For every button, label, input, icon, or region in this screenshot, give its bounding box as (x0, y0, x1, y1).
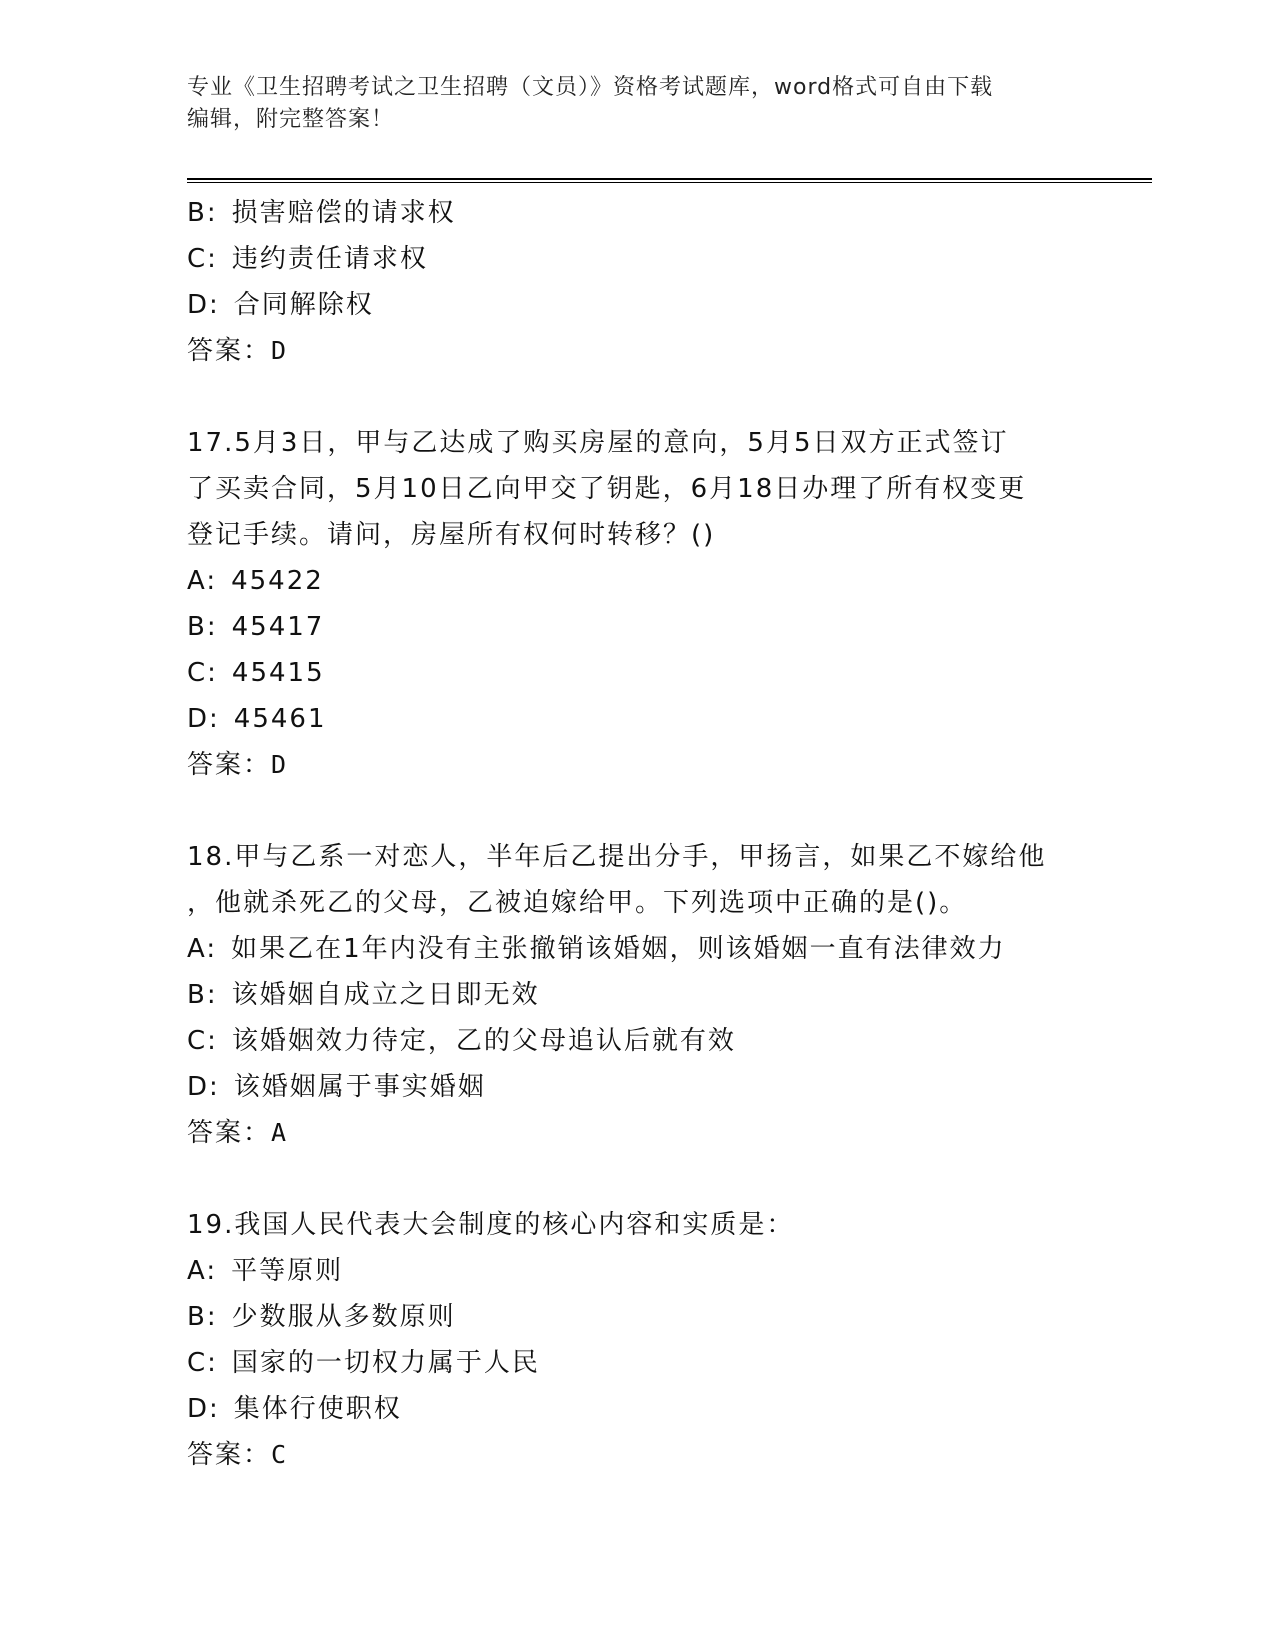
option-d (187, 696, 1147, 742)
option-a (187, 926, 1147, 972)
option-c (187, 650, 1147, 696)
question-16-tail (187, 190, 1147, 374)
question-19 (187, 1202, 1147, 1478)
stem-line: 19.我国人民代表大会制度的核心内容和实质是： (187, 1210, 795, 1240)
option-text: 45422 (231, 566, 324, 596)
question-stem (187, 1202, 1147, 1248)
option-d (187, 1386, 1147, 1432)
option-letter: A: (187, 934, 218, 964)
option-letter: A: (187, 566, 218, 596)
option-letter: D: (187, 1072, 220, 1102)
header-line-1: 专业《卫生招聘考试之卫生招聘（文员）》资格考试题库，word格式可自由下载 (187, 75, 994, 100)
option-text: 45461 (233, 704, 327, 734)
header-line-2: 编辑，附完整答案！ (187, 107, 395, 132)
option-text: 违约责任请求权 (231, 244, 428, 274)
option-text: 平等原则 (231, 1256, 344, 1286)
option-a (187, 1248, 1147, 1294)
document-header (187, 72, 1087, 136)
answer-label: 答案： (187, 336, 272, 366)
header-rule-thick (187, 178, 1152, 180)
option-b (187, 190, 1147, 236)
answer (187, 328, 1147, 374)
option-letter: C: (187, 1026, 218, 1056)
question-17 (187, 420, 1147, 788)
answer-label: 答案： (187, 1440, 272, 1470)
option-letter: B: (187, 1302, 218, 1332)
option-letter: D: (187, 1394, 220, 1424)
option-text: 45415 (231, 658, 325, 688)
answer-label: 答案： (187, 1118, 272, 1148)
stem-line: 17.5月3日，甲与乙达成了购买房屋的意向，5月5日双方正式签订 (187, 428, 1009, 458)
answer-value: D (271, 336, 289, 365)
option-text: 集体行使职权 (233, 1394, 402, 1424)
stem-line: 了买卖合同，5月10日乙向甲交了钥匙，6月18日办理了所有权变更 (187, 474, 1027, 504)
stem-line: ，他就杀死乙的父母，乙被迫嫁给甲。下列选项中正确的是()。 (187, 888, 968, 918)
option-text: 如果乙在1年内没有主张撤销该婚姻，则该婚姻一直有法律效力 (231, 934, 1006, 964)
option-text: 该婚姻属于事实婚姻 (233, 1072, 486, 1102)
spacer (187, 788, 1147, 834)
question-stem (187, 420, 1147, 558)
option-letter: C: (187, 244, 218, 274)
option-text: 国家的一切权力属于人民 (231, 1348, 540, 1378)
option-letter: C: (187, 1348, 218, 1378)
option-c (187, 1018, 1147, 1064)
stem-line: 登记手续。请问，房屋所有权何时转移？() (187, 520, 716, 550)
option-b (187, 972, 1147, 1018)
option-letter: A: (187, 1256, 218, 1286)
answer (187, 1110, 1147, 1156)
option-text: 损害赔偿的请求权 (231, 198, 456, 228)
answer (187, 1432, 1147, 1478)
option-text: 该婚姻自成立之日即无效 (231, 980, 540, 1010)
option-letter: B: (187, 198, 218, 228)
header-rule-thin (187, 182, 1152, 183)
stem-line: 18.甲与乙系一对恋人，半年后乙提出分手，甲扬言，如果乙不嫁给他 (187, 842, 1047, 872)
question-18 (187, 834, 1147, 1156)
option-d (187, 1064, 1147, 1110)
spacer (187, 374, 1147, 420)
option-letter: B: (187, 980, 218, 1010)
option-letter: D: (187, 704, 220, 734)
option-letter: D: (187, 290, 220, 320)
answer-label: 答案： (187, 750, 272, 780)
option-text: 该婚姻效力待定，乙的父母追认后就有效 (231, 1026, 736, 1056)
answer-value: C (271, 1440, 289, 1469)
answer-value: D (271, 750, 289, 779)
option-letter: B: (187, 612, 218, 642)
option-c (187, 1340, 1147, 1386)
option-a (187, 558, 1147, 604)
option-c (187, 236, 1147, 282)
spacer (187, 1156, 1147, 1202)
option-text: 少数服从多数原则 (231, 1302, 456, 1332)
answer (187, 742, 1147, 788)
option-d (187, 282, 1147, 328)
option-b (187, 1294, 1147, 1340)
option-text: 45417 (231, 612, 325, 642)
option-b (187, 604, 1147, 650)
answer-value: A (271, 1118, 289, 1147)
document-body (187, 190, 1147, 1478)
question-stem (187, 834, 1147, 926)
option-letter: C: (187, 658, 218, 688)
option-text: 合同解除权 (233, 290, 374, 320)
